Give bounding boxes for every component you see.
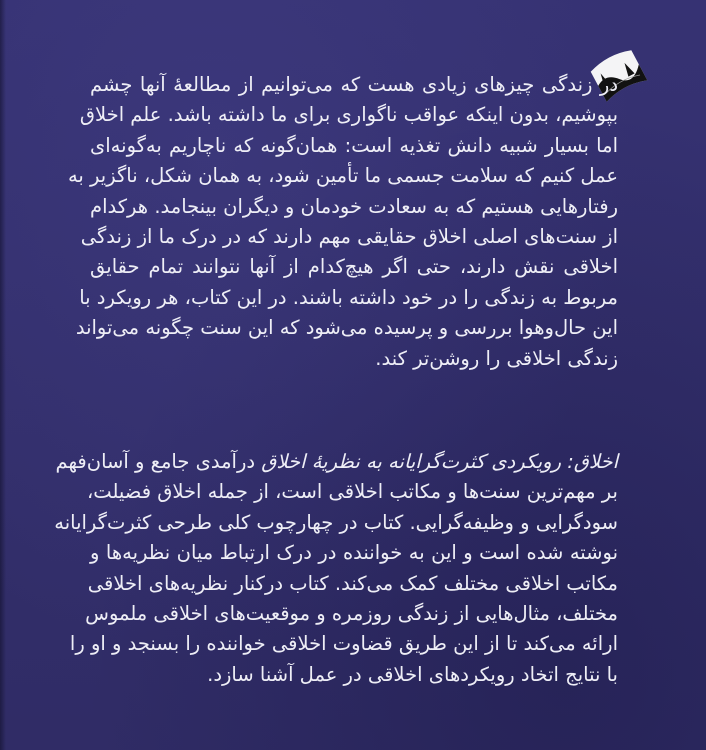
text-line: بر مهم‌ترین سنت‌ها و مکاتب اخلاقی است، از جمله اخلاق فضیلت، bbox=[87, 480, 618, 504]
description-paragraph-2 bbox=[54, 447, 618, 690]
book-title: اخلاق: رویکردی کثرت‌گرایانه به نظریهٔ اخلاق bbox=[261, 450, 618, 473]
text-line: این حال‌وهوا بررسی و پرسیده می‌شود که این سنت چگونه می‌تواند bbox=[75, 316, 618, 340]
text-line: ارائه می‌کند تا از این طریق قضاوت اخلاقی خواننده را بسنجد و او را bbox=[69, 632, 618, 656]
text-line-with-title bbox=[55, 447, 618, 477]
text-line: اخلاقی نقش دارند، حتی اگر هیچ‌کدام از آنها نتوانند تمام حقایق bbox=[90, 255, 618, 279]
text-line: نوشته شده است و این به خواننده در درک ارتباط میان نظریه‌ها و bbox=[90, 541, 618, 565]
text-line: رفتارهایی هستیم که به سعادت خودمان و دیگران بینجامد. هرکدام bbox=[90, 194, 618, 218]
text-line: از سنت‌های اصلی اخلاق حقایقی مهم دارند که در درک ما از زندگی bbox=[80, 225, 618, 249]
description-paragraph-1 bbox=[67, 70, 618, 374]
text-line: مکاتب اخلاقی مختلف کمک می‌کند. کتاب درکنار نظریه‌های اخلاقی bbox=[87, 571, 618, 595]
text-line: سودگرایی و وظیفه‌گرایی. کتاب در چهارچوب کلی طرحی کثرت‌گرایانه bbox=[54, 510, 618, 534]
text-line: بپوشیم، بدون اینکه عواقب ناگواری برای ما داشته باشد. علم اخلاق bbox=[79, 103, 618, 127]
text-line: زندگی اخلاقی را روشن‌تر کند. bbox=[375, 346, 618, 370]
cover-spine-edge bbox=[0, 0, 6, 750]
text-line: مختلف، مثال‌هایی از زندگی روزمره و موقعیت‌های اخلاقی ملموس bbox=[85, 602, 618, 626]
text-line: عمل کنیم که سلامت جسمی ما تأمین شود، به همان شکل، ناگزیر به bbox=[67, 164, 618, 188]
text-line: با نتایج اتخاد رویکردهای اخلاقی در عمل آشنا سازد. bbox=[207, 662, 618, 686]
text-fragment: درآمدی جامع و آسان‌فهم bbox=[55, 450, 262, 473]
text-line: مربوط به زندگی را در خود داشته باشند. در این کتاب، هر رویکرد با bbox=[79, 285, 618, 309]
text-line: در زندگی چیزهای زیادی هست که می‌توانیم از مطالعهٔ آنها چشم bbox=[90, 73, 618, 96]
text-line: اما بسیار شبیه دانش تغذیه است: همان‌گونه که ناچاریم به‌گونه‌ای bbox=[90, 133, 618, 157]
